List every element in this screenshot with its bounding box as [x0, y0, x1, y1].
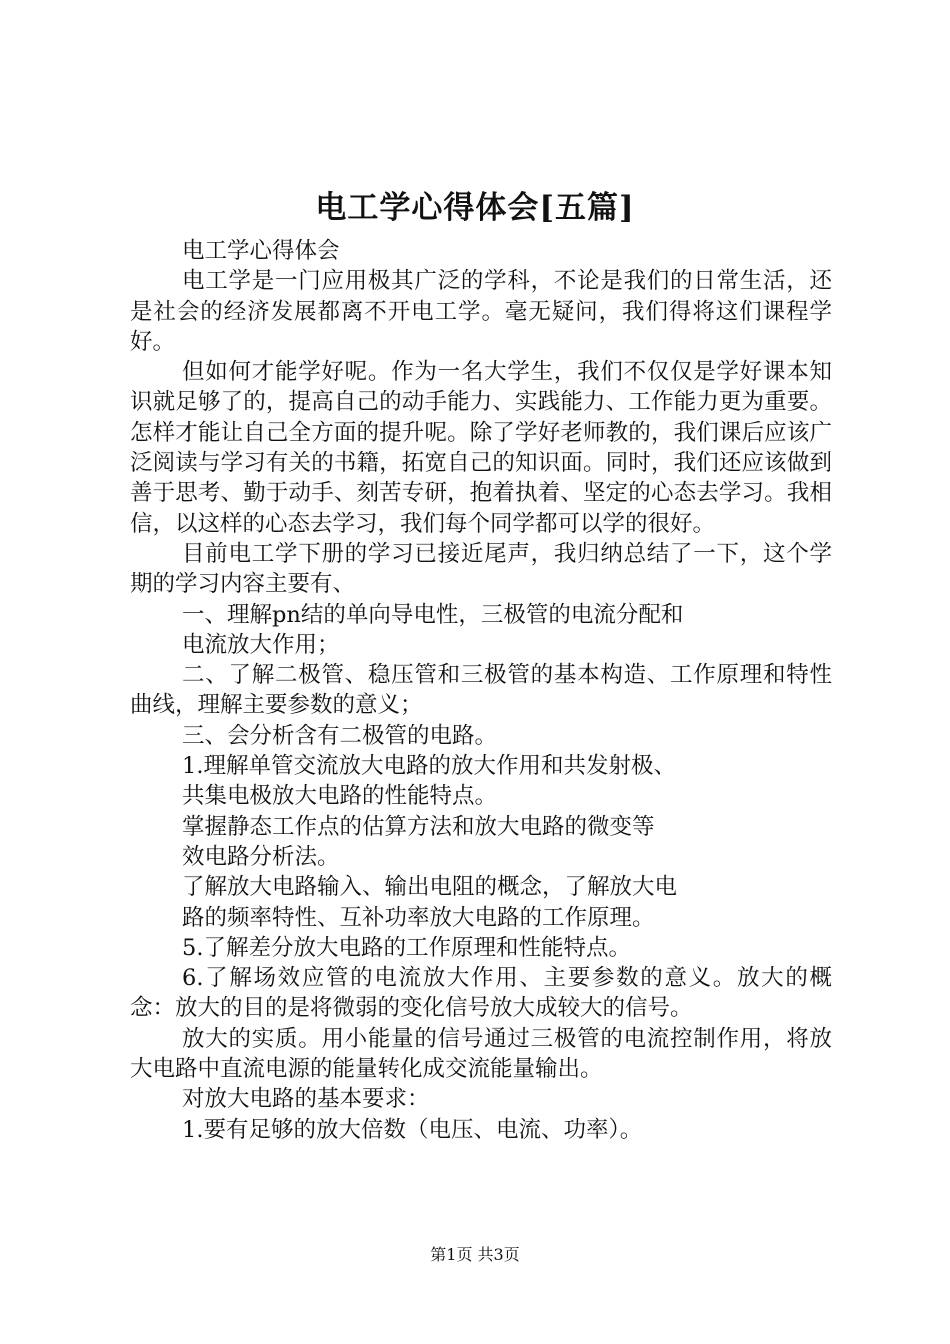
paragraph: 一、理解pn结的单向导电性，三极管的电流分配和 [182, 601, 684, 628]
page-footer: 第1页 共3页 [430, 1245, 520, 1264]
paragraph: 了解放大电路输入、输出电阻的概念，了解放大电 [182, 874, 678, 901]
document-title: 电工学心得体会[五篇] [315, 190, 635, 226]
paragraph: 电工学是一门应用极其广泛的学科，不论是我们的日常生活，还是社会的经济发展都离不开电工学。毫无疑问，我们得将这们课程学好。 [130, 268, 832, 355]
paragraph: 1.要有足够的放大倍数（电压、电流、功率）。 [182, 1116, 643, 1143]
paragraph: 路的频率特性、互补功率放大电路的工作原理。 [182, 904, 655, 931]
paragraph: 5.了解差分放大电路的工作原理和性能特点。 [182, 934, 631, 961]
paragraph: 6.了解场效应管的电流放大作用、主要参数的意义。放大的概念：放大的目的是将微弱的变化信号放大成较大的信号。 [130, 965, 832, 1022]
paragraph: 放大的实质。用小能量的信号通过三极管的电流控制作用，将放大电路中直流电源的能量转化成交流能量输出。 [130, 1025, 832, 1083]
paragraph: 但如何才能学好呢。作为一名大学生，我们不仅仅是学好课本知识就足够了的，提高自己的动手能力、实践能力、工作能力更为重要。怎样才能让自己全方面的提升呢。除了学好老师教的，我们课后应该广泛阅读与学习有关的书籍，拓宽自己的知识面。同时，我们还应该做到善于思考、勤于动手、刻苦专研，抱着执着、坚定的心态去学习。我相信，以这样的心态去学习，我们每个同学都可以学的很好。 [130, 359, 832, 537]
paragraph: 对放大电路的基本要求： [182, 1086, 430, 1113]
paragraph: 目前电工学下册的学习已接近尾声，我归纳总结了一下，这个学期的学习内容主要有、 [130, 540, 832, 598]
paragraph: 电流放大作用； [182, 631, 340, 658]
paragraph: 1.理解单管交流放大电路的放大作用和共发射极、 [182, 753, 676, 780]
paragraph: 二、了解二极管、稳压管和三极管的基本构造、工作原理和特性曲线，理解主要参数的意义； [130, 662, 832, 719]
paragraph: 电工学心得体会 [182, 238, 340, 264]
document-body [130, 236, 832, 1145]
paragraph: 掌握静态工作点的估算方法和放大电路的微变等 [182, 813, 655, 840]
paragraph: 三、会分析含有二极管的电路。 [182, 722, 498, 749]
paragraph: 共集电极放大电路的性能特点。 [182, 783, 498, 810]
paragraph: 效电路分析法。 [182, 843, 340, 870]
